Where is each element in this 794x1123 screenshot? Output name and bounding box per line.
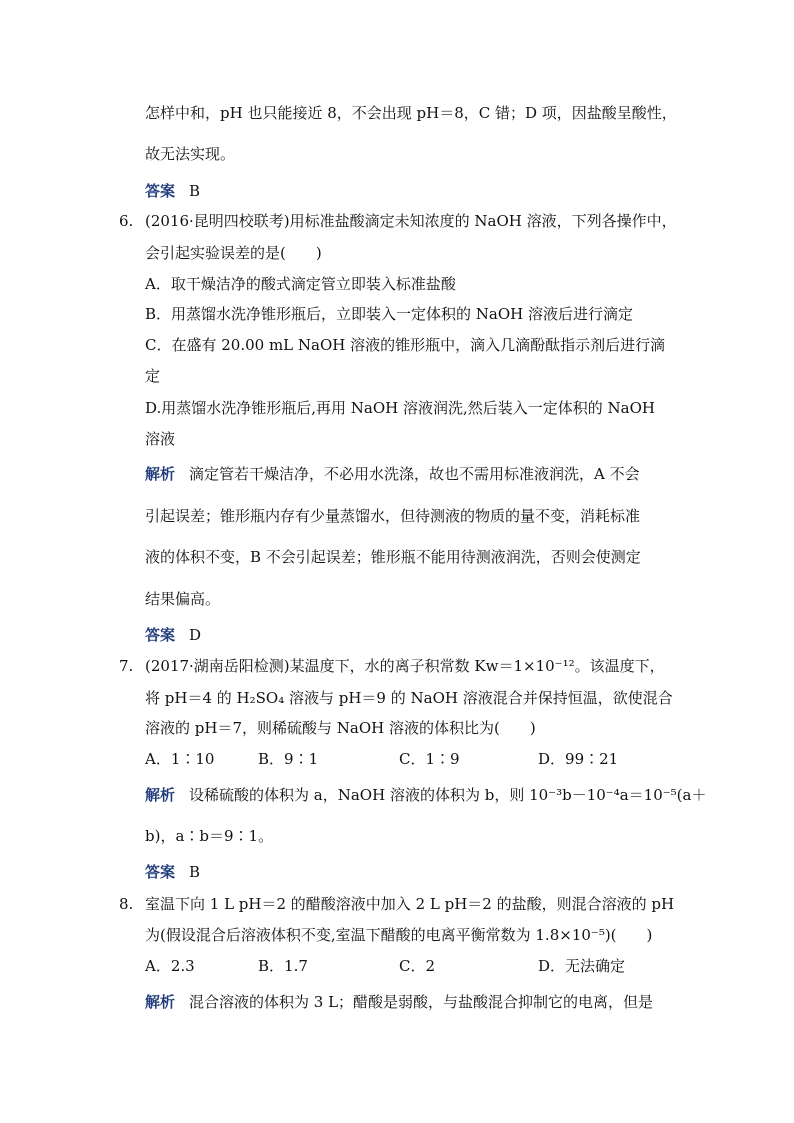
option-b: B．1.7 [258, 957, 308, 975]
option-d: D．99∶21 [538, 750, 619, 768]
question-6-option-b: B．用蒸馏水洗净锥形瓶后，立即装入一定体积的 NaOH 溶液后进行滴定 [145, 305, 634, 323]
prev-analysis-line-2: 故无法实现。 [145, 145, 236, 163]
question-7-analysis-line-2: b)，a∶b＝9∶1。 [145, 827, 274, 845]
question-6-option-d-line-2: 溶液 [145, 430, 176, 448]
option-c: C．1∶9 [399, 750, 460, 768]
question-8-stem-line-2: 为(假设混合后溶液体积不变,室温下醋酸的电离平衡常数为 1.8×10⁻⁵)( ) [145, 926, 653, 944]
question-8-stem-line-1 [119, 894, 674, 914]
option-d: D．无法确定 [538, 957, 626, 975]
question-6-option-c-line-2: 定 [145, 367, 161, 385]
question-6-answer [145, 625, 201, 645]
answer-value: B [189, 182, 201, 200]
question-6-analysis-line-4: 结果偏高。 [145, 590, 221, 608]
question-6-option-d-line-1: D.用蒸馏水洗净锥形瓶后,再用 NaOH 溶液润洗,然后装入一定体积的 NaOH [145, 399, 655, 417]
question-number: 6. [119, 212, 134, 230]
question-6-option-a: A．取干燥洁净的酸式滴定管立即装入标准盐酸 [145, 275, 456, 293]
analysis-text: 滴定管若干燥洁净，不必用水洗涤，故也不需用标准液润洗，A 不会 [189, 465, 640, 483]
option-b: B．9∶1 [258, 750, 319, 768]
question-6-stem-line-2: 会引起实验误差的是( ) [145, 244, 322, 262]
question-6-option-c-line-1: C．在盛有 20.00 mL NaOH 溶液的锥形瓶中，滴入几滴酚酞指示剂后进行滴 [145, 336, 666, 354]
question-7-stem-line-1 [119, 656, 665, 676]
analysis-label: 解析 [145, 786, 176, 804]
question-7-stem-line-2: 将 pH＝4 的 H₂SO₄ 溶液与 pH＝9 的 NaOH 溶液混合并保持恒温，欲使混合 [145, 689, 673, 707]
question-7-options [145, 749, 618, 769]
question-stem: (2016·昆明四校联考)用标准盐酸滴定未知浓度的 NaOH 溶液，下列各操作中， [145, 212, 677, 230]
question-8-analysis-line-1 [145, 992, 653, 1012]
option-a: A．1∶10 [145, 750, 215, 768]
question-8-options [145, 956, 625, 976]
question-number: 7. [119, 657, 134, 675]
answer-value: B [189, 863, 201, 881]
answer-label: 答案 [145, 182, 176, 200]
question-7-answer [145, 862, 200, 882]
analysis-label: 解析 [145, 465, 176, 483]
prev-analysis-line-1: 怎样中和，pH 也只能接近 8，不会出现 pH＝8，C 错；D 项，因盐酸呈酸性， [145, 104, 677, 122]
question-7-stem-line-3: 溶液的 pH＝7，则稀硫酸与 NaOH 溶液的体积比为( ) [145, 719, 536, 737]
question-6-analysis-line-3: 液的体积不变，B 不会引起误差；锥形瓶不能用待测液润洗，否则会使测定 [145, 548, 641, 566]
option-c: C．2 [399, 957, 436, 975]
question-6-analysis-line-1 [145, 464, 640, 484]
question-stem: (2017·湖南岳阳检测)某温度下，水的离子积常数 Kw＝1×10⁻¹²。该温度下， [145, 657, 665, 675]
analysis-text: 设稀硫酸的体积为 a，NaOH 溶液的体积为 b，则 10⁻³b－10⁻⁴a＝10⁻⁵(a＋ [189, 786, 707, 804]
question-6-stem-line-1 [119, 211, 677, 231]
answer-label: 答案 [145, 863, 176, 881]
question-6-analysis-line-2: 引起误差；锥形瓶内存有少量蒸馏水，但待测液的物质的量不变，消耗标准 [145, 507, 641, 525]
analysis-text: 混合溶液的体积为 3 L；醋酸是弱酸，与盐酸混合抑制它的电离，但是 [189, 993, 654, 1011]
question-7-analysis-line-1 [145, 785, 706, 805]
question-stem: 室温下向 1 L pH＝2 的醋酸溶液中加入 2 L pH＝2 的盐酸，则混合溶液的 pH [145, 895, 675, 913]
prev-answer [145, 181, 200, 201]
question-number: 8. [119, 895, 134, 913]
analysis-label: 解析 [145, 993, 176, 1011]
answer-label: 答案 [145, 626, 176, 644]
option-a: A．2.3 [145, 957, 195, 975]
answer-value: D [189, 626, 202, 644]
